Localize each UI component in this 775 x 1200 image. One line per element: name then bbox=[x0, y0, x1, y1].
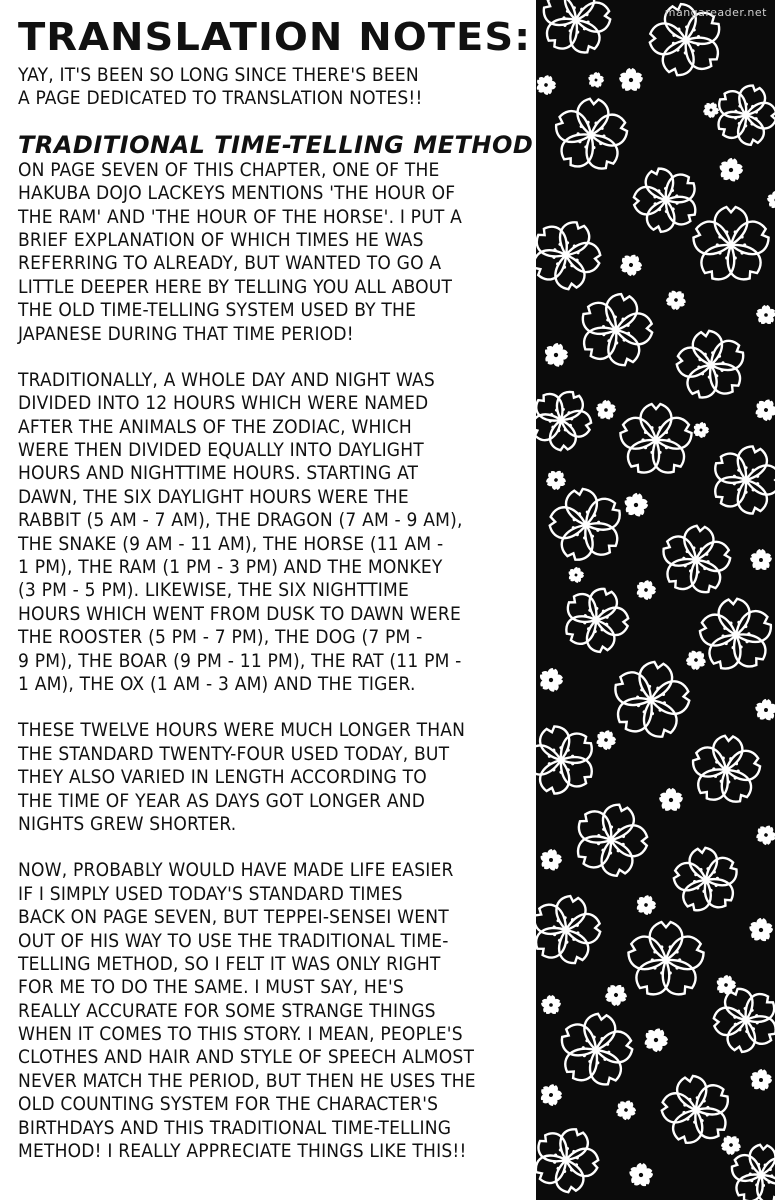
text-line: WHEN IT COMES TO THIS STORY. I MEAN, PEOPLE'S bbox=[18, 1023, 463, 1046]
site-watermark: mangareader.net bbox=[664, 6, 767, 19]
cherry-blossom-icon bbox=[669, 325, 754, 407]
cherry-blossom-icon bbox=[705, 76, 775, 156]
text-line: BRIEF EXPLANATION OF WHICH TIMES HE WAS bbox=[18, 228, 424, 251]
cherry-blossom-icon bbox=[565, 565, 586, 585]
cherry-blossom-icon bbox=[540, 482, 632, 571]
text-line: TELLING METHOD, SO I FELT IT WAS ONLY RIGHT bbox=[18, 952, 441, 975]
cherry-blossom-icon bbox=[681, 645, 711, 675]
cherry-blossom-icon bbox=[750, 395, 775, 426]
cherry-blossom-icon bbox=[536, 0, 618, 62]
cherry-blossom-icon bbox=[627, 1162, 655, 1189]
cherry-blossom-icon bbox=[766, 191, 775, 210]
text-line: IF I SIMPLY USED TODAY'S STANDARD TIMES bbox=[18, 882, 403, 905]
cherry-blossom-icon bbox=[716, 156, 746, 185]
cherry-blossom-icon bbox=[592, 726, 620, 754]
text-line: BIRTHDAYS AND THIS TRADITIONAL TIME-TELLING bbox=[18, 1116, 452, 1139]
cherry-blossom-icon bbox=[702, 977, 775, 1064]
cherry-blossom-icon bbox=[753, 698, 775, 723]
text-line: TRADITIONALLY, A WHOLE DAY AND NIGHT WAS bbox=[18, 368, 435, 391]
cherry-blossom-icon bbox=[667, 843, 745, 918]
text-line: OUT OF HIS WAY TO USE THE TRADITIONAL TIME- bbox=[18, 929, 449, 952]
cherry-blossom-icon bbox=[632, 892, 659, 919]
cherry-blossom-icon bbox=[561, 793, 660, 889]
cherry-blossom-icon bbox=[536, 378, 604, 464]
cherry-blossom-icon bbox=[617, 404, 695, 478]
cherry-blossom-icon bbox=[536, 209, 614, 304]
text-line: THE TIME OF YEAR AS DAYS GOT LONGER AND bbox=[18, 789, 426, 812]
cherry-blossom-icon bbox=[690, 420, 712, 441]
paragraph-3 bbox=[18, 719, 530, 836]
text-line: THE RAM' AND 'THE HOUR OF THE HORSE'. I PUT A bbox=[18, 205, 463, 228]
cherry-blossom-icon bbox=[594, 399, 617, 421]
text-line: DAWN, THE SIX DAYLIGHT HOURS WERE THE bbox=[18, 485, 409, 508]
cherry-blossom-icon bbox=[618, 68, 644, 93]
cherry-blossom-icon bbox=[621, 491, 651, 520]
text-line: THE SNAKE (9 AM - 11 AM), THE HORSE (11 AM - bbox=[18, 532, 444, 555]
cherry-blossom-icon bbox=[541, 466, 571, 495]
cherry-blossom-icon bbox=[536, 1081, 566, 1110]
cherry-blossom-icon bbox=[602, 654, 699, 748]
section-title: TRADITIONAL TIME-TELLING METHOD bbox=[18, 130, 534, 159]
text-line: CLOTHES AND HAIR AND STYLE OF SPEECH ALMOST bbox=[18, 1046, 475, 1069]
cherry-blossom-icon bbox=[536, 716, 607, 805]
text-line: WERE THEN DIVIDED EQUALLY INTO DAYLIGHT bbox=[18, 439, 424, 462]
cherry-blossom-icon bbox=[747, 917, 775, 944]
cherry-blossom-icon bbox=[536, 0, 775, 1200]
text-line: (3 PM - 5 PM). LIKEWISE, THE SIX NIGHTTIME bbox=[18, 579, 409, 602]
cherry-blossom-icon bbox=[540, 340, 572, 371]
text-line: THESE TWELVE HOURS WERE MUCH LONGER THAN bbox=[18, 719, 466, 742]
text-line: NEVER MATCH THE PERIOD, BUT THEN HE USES THE bbox=[18, 1069, 476, 1092]
text-line: AFTER THE ANIMALS OF THE ZODIAC, WHICH bbox=[18, 415, 412, 438]
text-line: REFERRING TO ALREADY, BUT WANTED TO GO A bbox=[18, 252, 442, 275]
cherry-blossom-icon bbox=[586, 71, 606, 90]
cherry-blossom-icon bbox=[551, 577, 640, 664]
cherry-blossom-icon bbox=[690, 207, 772, 285]
cherry-blossom-icon bbox=[749, 549, 773, 572]
cherry-blossom-icon bbox=[536, 1116, 611, 1200]
text-line: LITTLE DEEPER HERE BY TELLING YOU ALL ABOUT bbox=[18, 275, 453, 298]
text-line: 1 PM), THE RAM (1 PM - 3 PM) AND THE MONKEY bbox=[18, 556, 443, 579]
cherry-blossom-icon bbox=[658, 788, 684, 813]
cherry-blossom-pattern bbox=[536, 0, 775, 1200]
cherry-blossom-icon bbox=[625, 922, 707, 1000]
cherry-blossom-icon bbox=[751, 821, 775, 850]
text-line: OLD COUNTING SYSTEM FOR THE CHARACTER'S bbox=[18, 1093, 439, 1116]
paragraph-2 bbox=[18, 369, 530, 696]
text-line: 9 PM), THE BOAR (9 PM - 11 PM), THE RAT (11 PM - bbox=[18, 649, 462, 672]
cherry-blossom-icon bbox=[686, 733, 766, 809]
paragraph-1 bbox=[18, 159, 530, 346]
text-line: HOURS WHICH WENT FROM DUSK TO DAWN WERE bbox=[18, 602, 461, 625]
cherry-blossom-icon bbox=[700, 436, 775, 525]
text-line: THE STANDARD TWENTY-FOUR USED TODAY, BUT bbox=[18, 742, 450, 765]
text-line: 1 AM), THE OX (1 AM - 3 AM) AND THE TIGER. bbox=[18, 672, 416, 695]
page-title: TRANSLATION NOTES: bbox=[18, 15, 532, 60]
text-line: NOW, PROBABLY WOULD HAVE MADE LIFE EASIER bbox=[18, 859, 454, 882]
cherry-blossom-icon bbox=[549, 96, 633, 177]
cherry-blossom-icon bbox=[600, 979, 633, 1011]
text-line: DIVIDED INTO 12 HOURS WHICH WERE NAMED bbox=[18, 392, 429, 415]
text-line: HAKUBA DOJO LACKEYS MENTIONS 'THE HOUR OF bbox=[18, 182, 456, 205]
notes-text-column bbox=[18, 14, 534, 1194]
text-line: JAPANESE DURING THAT TIME PERIOD! bbox=[18, 322, 354, 345]
intro-line: YAY, IT'S BEEN SO LONG SINCE THERE'S BEEN bbox=[18, 64, 419, 86]
text-line: BACK ON PAGE SEVEN, BUT TEPPEI-SENSEI WENT bbox=[18, 906, 449, 929]
cherry-blossom-icon bbox=[747, 1067, 774, 1093]
cherry-blossom-icon bbox=[654, 521, 737, 601]
text-line: THE ROOSTER (5 PM - 7 PM), THE DOG (7 PM - bbox=[18, 626, 423, 649]
cherry-blossom-icon bbox=[639, 1024, 673, 1057]
cherry-blossom-icon bbox=[536, 888, 610, 974]
cherry-blossom-icon bbox=[661, 285, 691, 315]
text-line: METHOD! I REALLY APPRECIATE THINGS LIKE THIS!! bbox=[18, 1140, 467, 1163]
text-line: REALLY ACCURATE FOR SOME STRANGE THINGS bbox=[18, 999, 436, 1022]
cherry-blossom-icon bbox=[551, 1008, 641, 1095]
intro-line: A PAGE DEDICATED TO TRANSLATION NOTES!! bbox=[18, 87, 423, 110]
cherry-blossom-icon bbox=[755, 305, 775, 326]
paragraph-4 bbox=[18, 859, 530, 1163]
notes-body bbox=[18, 159, 530, 1164]
cherry-blossom-icon bbox=[568, 285, 663, 377]
cherry-blossom-icon bbox=[632, 577, 659, 604]
cherry-blossom-icon bbox=[536, 72, 560, 99]
text-line: THE OLD TIME-TELLING SYSTEM USED BY THE bbox=[18, 299, 417, 322]
cherry-blossom-icon bbox=[537, 847, 564, 873]
text-line: RABBIT (5 AM - 7 AM), THE DRAGON (7 AM - 9 AM), bbox=[18, 509, 463, 532]
cherry-blossom-icon bbox=[536, 665, 567, 696]
cherry-blossom-icon bbox=[615, 250, 647, 282]
intro-text bbox=[18, 64, 530, 111]
text-line: ON PAGE SEVEN OF THIS CHAPTER, ONE OF THE bbox=[18, 158, 440, 181]
text-line: NIGHTS GREW SHORTER. bbox=[18, 812, 237, 835]
cherry-blossom-icon bbox=[611, 1096, 640, 1125]
text-line: FOR ME TO DO THE SAME. I MUST SAY, HE'S bbox=[18, 976, 404, 999]
text-line: THEY ALSO VARIED IN LENGTH ACCORDING TO bbox=[18, 766, 427, 789]
cherry-blossom-icon bbox=[540, 995, 562, 1016]
cherry-blossom-icon bbox=[694, 596, 775, 677]
text-line: HOURS AND NIGHTTIME HOURS. STARTING AT bbox=[18, 462, 419, 485]
